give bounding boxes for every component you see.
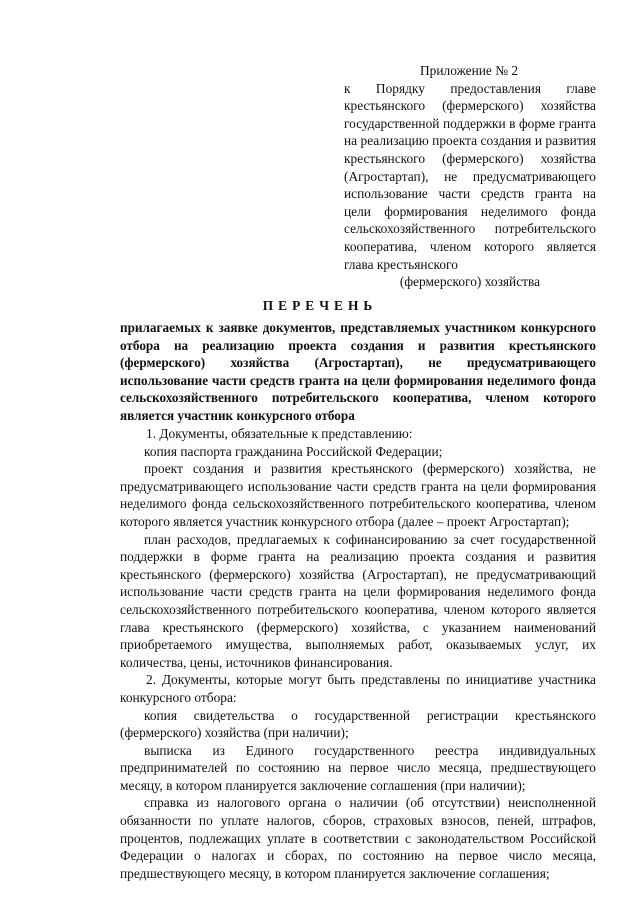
paragraph: план расходов, предлагаемых к софинансированию за счет государственной поддержки в форме гранта на реализацию проекта создания и развития крестьянского (фермерского) хозяйства (Агростартап), не предусматривающий использование части средств гранта на цели формирования неделимого фонда сельскохозяйственного потребительского кооператива, членом которого является глава крестьянского (фермерского) хозяйства, с указанием наименований приобретаемого имущества, выполняемых работ, оказываемых услуг, их количества, цены, источников финансирования. xyxy=(120,531,596,670)
document-content xyxy=(120,425,596,882)
paragraph: 1. Документы, обязательные к представлению: xyxy=(146,426,413,441)
paragraph: выписка из Единого государственного реестра индивидуальных предпринимателей по состоянию на первое число месяца, предшествующего месяцу, в котором планируется заключение соглашения (при наличии); xyxy=(120,742,596,793)
annex-block xyxy=(344,62,596,291)
annex-last-line: (фермерского) хозяйства xyxy=(399,274,541,290)
document-subheading xyxy=(120,319,596,425)
annex-body: к Порядку предоставления главе крестьянского (фермерского) хозяйства государственной поддержки в форме гранта на реализацию проекта создания и развития крестьянского (фермерского) хозяйства (Агростартап), не предусматривающего использование части средств гранта на цели формирования неделимого фонда сельскохозяйственного потребительского кооператива, членом которого является глава крестьянского xyxy=(344,80,596,272)
annex-title: Приложение № 2 xyxy=(420,63,519,78)
subheading-body: прилагаемых к заявке документов, представляемых участником конкурсного отбора на реализацию проекта создания и развития крестьянского (фермерского) хозяйства (Агростартап), не предусматривающего использование части средств гранта на цели формирования неделимого фонда сельскохозяйственного потребительского кооператива, членом которого является участник конкурсного отбора xyxy=(120,320,596,423)
paragraph: копия паспорта гражданина Российской Федерации; xyxy=(144,443,443,459)
paragraph: справка из налогового органа о наличии (об отсутствии) неисполненной обязанности по уплате налогов, сборов, страховых взносов, пеней, штрафов, процентов, подлежащих уплате в соответствии с законодательством Российской Федерации о налогах и сборах, по состоянию на первое число месяца, предшествующего месяцу, в котором планируется заключение соглашения; xyxy=(120,795,596,881)
document-heading: ПЕРЕЧЕНЬ xyxy=(262,298,378,313)
paragraph: копия свидетельства о государственной регистрации крестьянского (фермерского) хозяйства (при наличии); xyxy=(120,707,596,741)
paragraph: 2. Документы, которые могут быть представлены по инициативе участника конкурсного отбора: xyxy=(120,672,596,705)
paragraph: проект создания и развития крестьянского (фермерского) хозяйства, не предусматривающего использование части средств гранта на цели формирования неделимого фонда сельскохозяйственного потребительского кооператива, членом которого является участник конкурсного отбора (далее – проект Агростартап); xyxy=(120,461,596,529)
